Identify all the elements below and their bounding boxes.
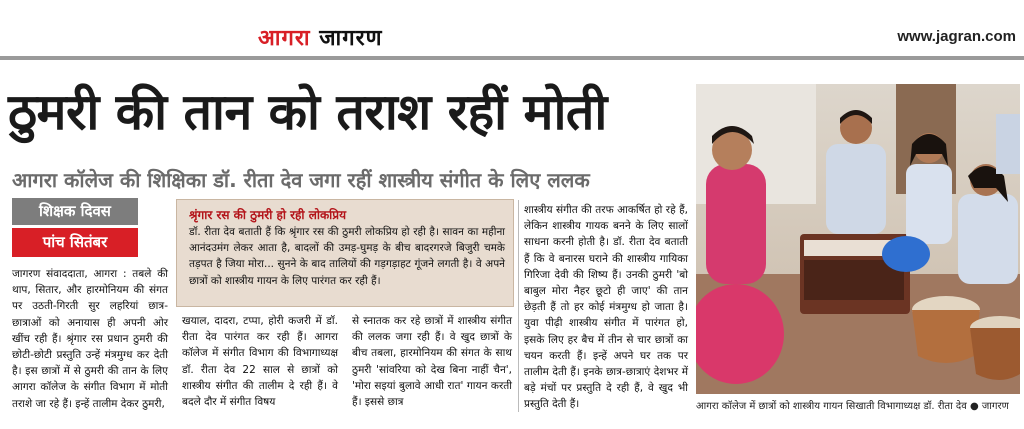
- headline: ठुमरी की तान को तराश रहीं मोती: [8, 83, 607, 141]
- logo-black-part: जागरण: [310, 26, 383, 51]
- newspaper-logo: [258, 22, 383, 52]
- masthead: [0, 0, 1024, 56]
- photo-caption: आगरा कॉलेज में छात्रों को शास्त्रीय गायन सिखाती विभागाध्यक्ष डॉ. रीता देव ● जागरण: [696, 401, 1009, 412]
- kicker-occasion: शिक्षक दिवस: [12, 198, 138, 225]
- article-column-2: [182, 313, 338, 410]
- masthead-rule: [0, 56, 1024, 60]
- subheadline: आगरा कॉलेज की शिक्षिका डॉ. रीता देव जगा रहीं शास्त्रीय संगीत के लिए ललक: [12, 168, 590, 192]
- column-divider: [518, 200, 519, 412]
- highlight-box-title: श्रृंगार रस की ठुमरी हो रही लोकप्रिय: [189, 208, 347, 222]
- photo-illustration: [696, 84, 1020, 394]
- column-2-text: खयाल, दादरा, टप्पा, होरी कजरी में डॉ. रीता देव पारंगत कर रही हैं। आगरा कॉलेज में संगीत विभाग की विभागाध्यक्ष डॉ. रीता देव 22 साल से छात्रों को शास्त्रीय संगीत की तालीम दे रही हैं। वे बदले दौर में संगीत विषय: [182, 315, 338, 409]
- column-1-text: जागरण संवाददाता, आगरा : तबले की थाप, सितार, और हारमोनियम की संगत पर उठती-गिरती सुर लहरियां छात्र-छात्राओं को अनायास ही अपनी ओर खींच रही हैं। श्रृंगार रस प्रधान ठुमरी की छोटी-छोटी प्रस्तुति उन्हें मंत्रमुग्ध कर देती है। इस छात्रों में से ठुमरी की तान के लिए आगरा कॉलेज के संगीत विभाग में मोती तराशे जा रहे हैं। इन्हें तालीम देकर ठुमरी,: [12, 268, 168, 410]
- kicker-box: [12, 198, 138, 257]
- logo-red-part: आगरा: [258, 26, 311, 51]
- kicker-date: पांच सितंबर: [12, 228, 138, 257]
- highlight-box-body: डॉ. रीता देव बताती हैं कि श्रृंगार रस की ठुमरी लोकप्रिय हो रही है। सावन का महीना आनंदउमंग लेकर आता है, बादलों की उमड़-घुमड़ के बीच बादरगरजे बिजुरी चमके तड़पत है जिया मोरा... सुनने के बाद तालियों की गड़गड़ाहट गूंजने लगती है। वे अपने छात्रों को शास्त्रीय गायन के लिए पारंगत कर रही हैं।: [189, 226, 505, 287]
- website-url[interactable]: www.jagran.com: [897, 28, 1016, 45]
- highlight-box: [176, 199, 514, 307]
- article-column-4: [524, 202, 688, 413]
- article-column-3: [352, 313, 512, 410]
- article-photo: [696, 84, 1020, 394]
- column-4-text: शास्त्रीय संगीत की तरफ आकर्षित हो रहे हैं, लेकिन शास्त्रीय गायक बनने के लिए सालों साधना करनी होती है। डॉ. रीता देव बताती हैं कि वे बनारस घराने की शास्त्रीय गायिका गिरिजा देवी की शिष्य हैं। उनकी ठुमरी 'बो बाबुल मोरा नैहर छूटो ही जाए' की तान छेड़ती हैं तो हर कोई मंत्रमुग्ध हो जाता है। युवा पीढ़ी शास्त्रीय संगीत में पारंगत हो, इसके लिए हर बैच में तीन से चार छात्रों का चयन करती हैं। इन्हें अपने घर तक पर तालीम देती हैं। इनके छात्र-छात्राएं देशभर में बड़े मंचों पर प्रस्तुति दे रही हैं, वे खुद भी प्रस्तुति देती हैं।: [524, 204, 688, 411]
- column-3-text: से स्नातक कर रहे छात्रों में शास्त्रीय संगीत की ललक जगा रही हैं। वे खुद छात्रों के बीच तबला, हारमोनियम की संगत के साथ ठुमरी 'सांवरिया को देख बिना नाहीं चैन', 'मोरा सइयां बुलावे आधी रात' गायन करती हैं। इससे छात्र: [352, 315, 512, 409]
- article-column-1: [12, 266, 168, 412]
